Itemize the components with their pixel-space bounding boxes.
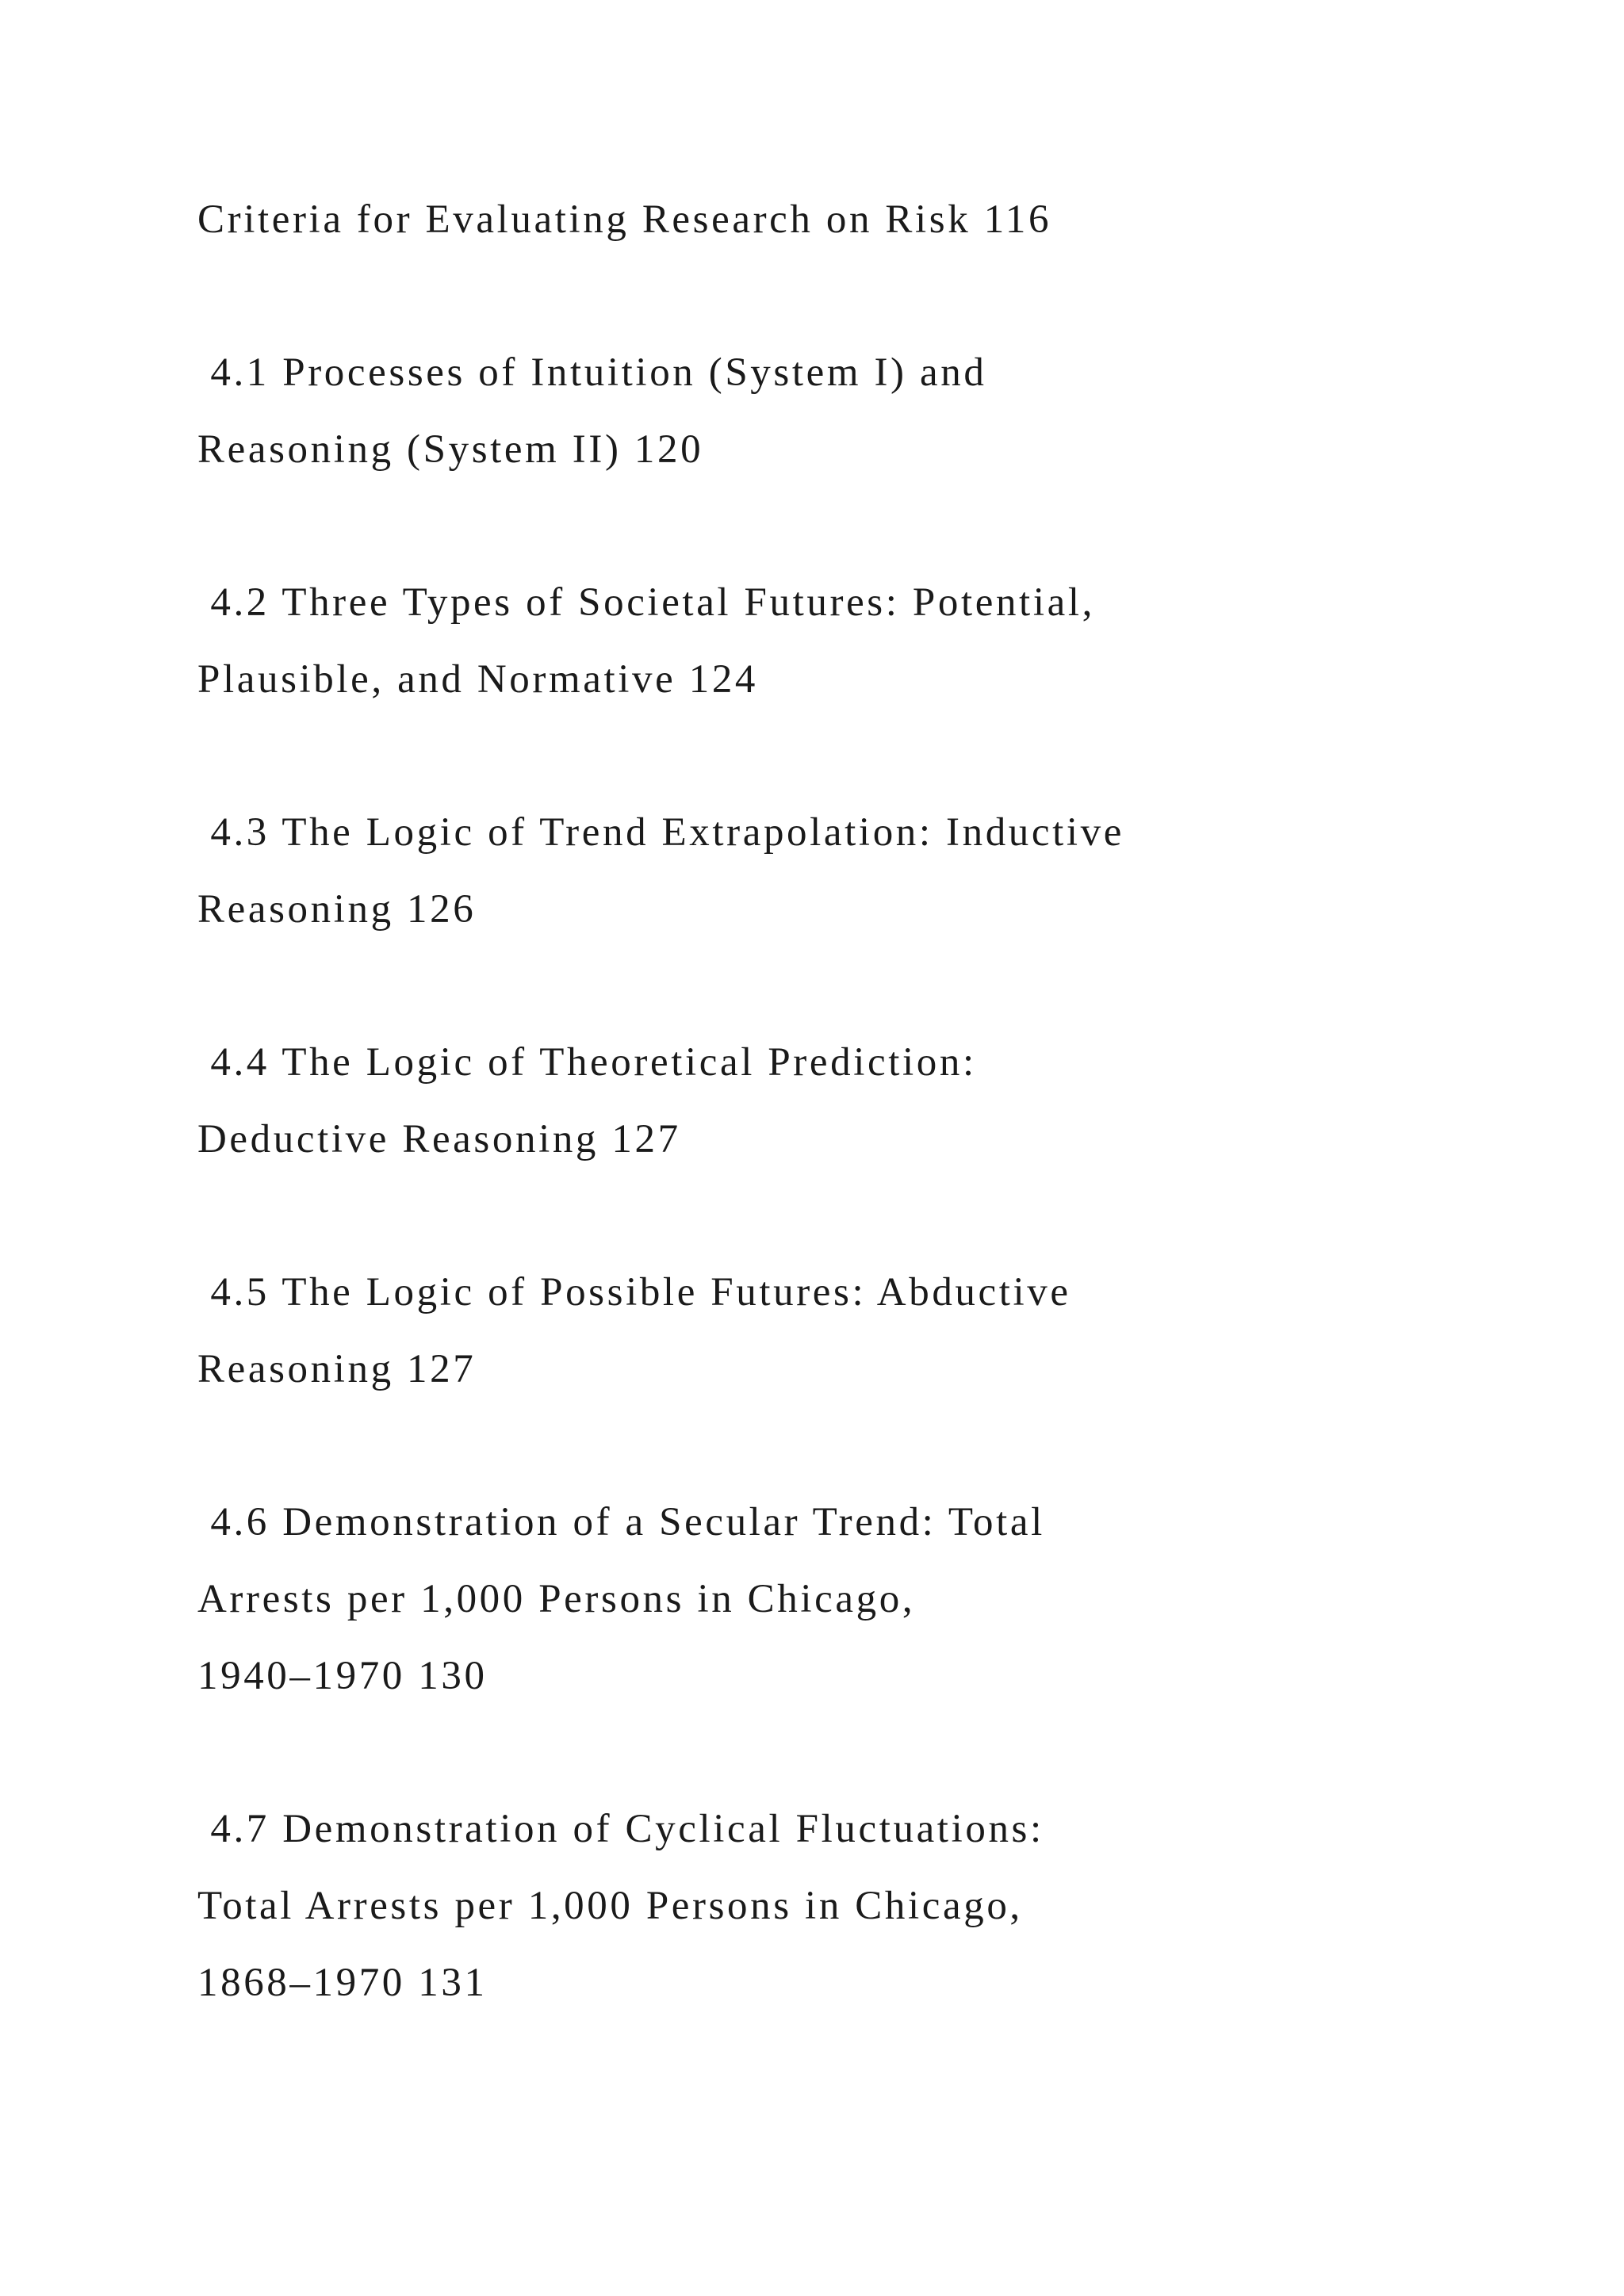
toc-entry-line: 1940–1970 130	[197, 1654, 488, 1698]
toc-entry-line: 4.6 Demonstration of a Secular Trend: Total	[197, 1500, 1045, 1544]
toc-entry-line: 4.7 Demonstration of Cyclical Fluctuations:	[197, 1807, 1044, 1851]
toc-entry-line: Deductive Reasoning 127	[197, 1117, 681, 1161]
toc-entry-line: 4.5 The Logic of Possible Futures: Abductive	[197, 1270, 1071, 1314]
toc-entry-line: 4.2 Three Types of Societal Futures: Potential,	[197, 580, 1095, 625]
toc-entry-line: Reasoning 126	[197, 887, 477, 932]
toc-entry-line: Total Arrests per 1,000 Persons in Chicago,	[197, 1884, 1023, 1928]
toc-entry-line: 4.4 The Logic of Theoretical Prediction:	[197, 1040, 977, 1085]
toc-entry-line: Criteria for Evaluating Research on Risk 116	[197, 197, 1052, 242]
toc-entry-line: 4.3 The Logic of Trend Extrapolation: Inductive	[197, 810, 1125, 855]
toc-entry-line: Plausible, and Normative 124	[197, 657, 759, 702]
toc-entry-line: 4.1 Processes of Intuition (System I) and	[197, 350, 987, 395]
toc-entry-line: Reasoning 127	[197, 1347, 477, 1391]
toc-entry-line: Reasoning (System II) 120	[197, 427, 704, 472]
toc-entry-line: Arrests per 1,000 Persons in Chicago,	[197, 1577, 916, 1621]
toc-entry-line: 1868–1970 131	[197, 1961, 488, 2005]
